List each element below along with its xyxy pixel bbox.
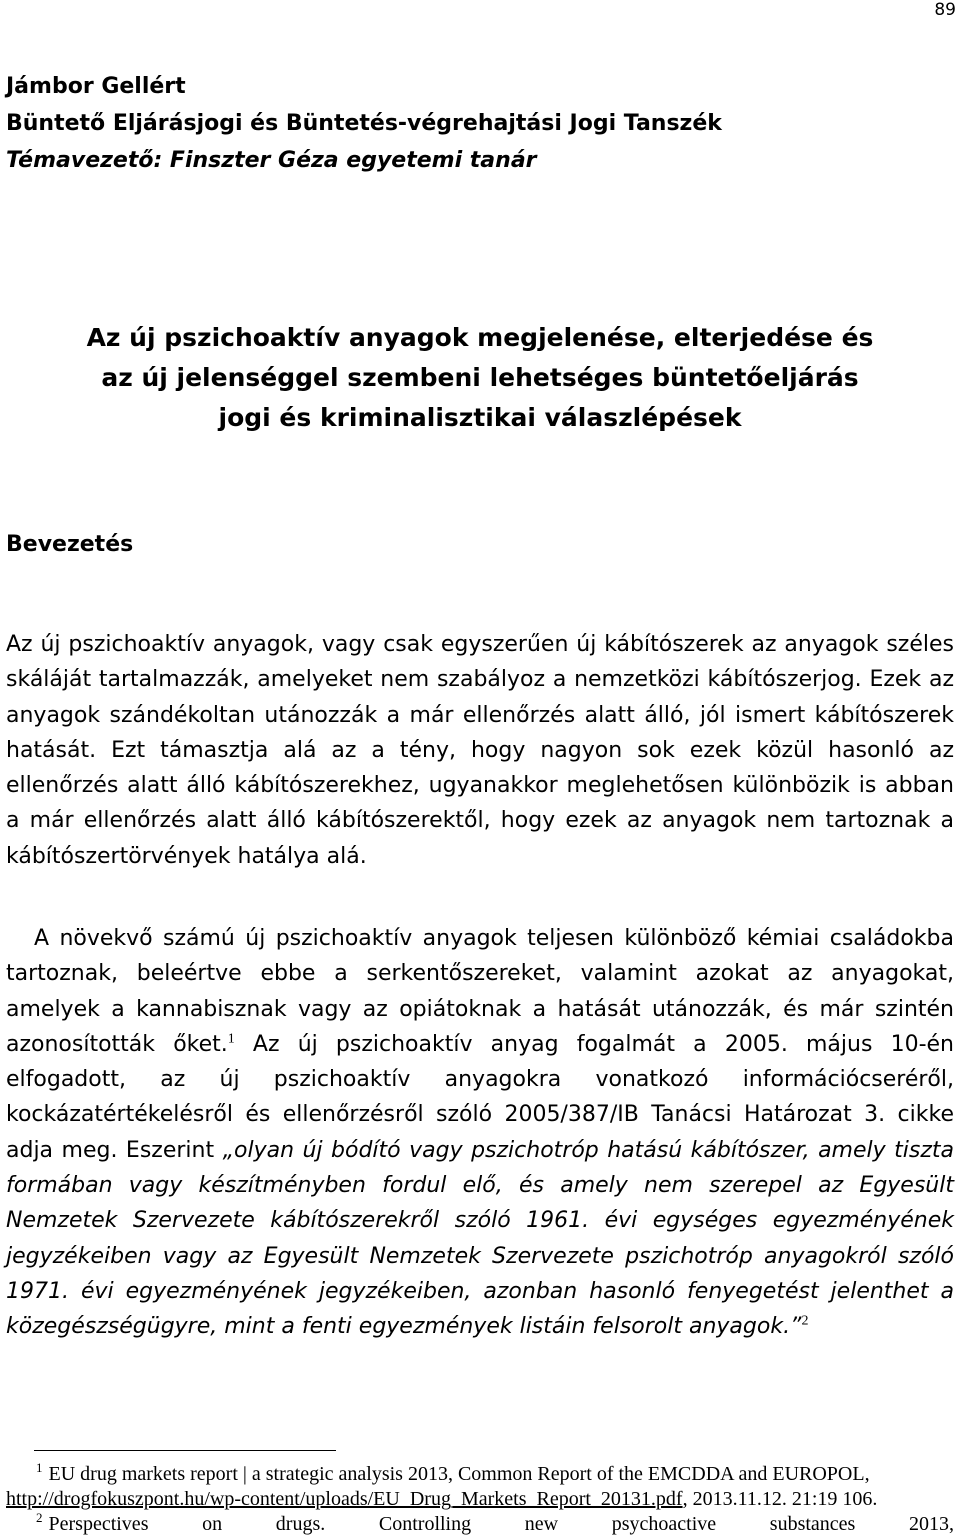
footnote-ref-1[interactable]: 1 — [227, 1031, 235, 1047]
page-number: 89 — [934, 0, 956, 20]
section-heading: Bevezetés — [6, 532, 134, 557]
footnote-2-text: Perspectives on drugs. Controlling new psychoactive substances 2013, — [48, 1513, 954, 1535]
title-line-2: az új jelenséggel szembeni lehetséges büntetőeljárás — [101, 363, 859, 392]
paragraph-2-part-1: A növekvő számú új pszichoaktív anyagok teljesen különböző kémiai családokba tartoznak, beleértve ebbe a serkentőszereket, valamint azokat az anyagokat, amelyek a kannabisznak vagy az opiátoknak a hatását utánozzák, és már szintén azonosították őket. — [6, 926, 954, 1057]
footnote-1-date: , 2013.11.12. 21:19 106. — [682, 1488, 878, 1510]
footnote-ref-2[interactable]: 2 — [801, 1313, 809, 1329]
title-line-1: Az új pszichoaktív anyagok megjelenése, elterjedése és — [86, 323, 874, 352]
paragraph-2-part-2: Az új pszichoaktív anyag fogalmát a 2005. május 10-én elfogadott, az új pszichoaktív anyagokra vonatkozó információcseréről, kockázatértékelésről és ellenőrzésről szóló 2005/387/IB Tanácsi Határozat 3. cikke adja meg. Eszerint — [6, 1031, 954, 1163]
author-name: Jámbor Gellért — [6, 74, 186, 99]
intro-paragraph-2 — [6, 921, 954, 1345]
definition-quote: „olyan új bódító vagy pszichotróp hatású kábítószer, amely tiszta formában vagy készítményben fordul elő, és amely nem szerepel az Egyesült Nemzetek Szervezete kábítószerekről szóló 1961. évi egységes egyezményének jegyzékeiben vagy az Egyesült Nemzetek Szervezete pszichotróp anyagokról szóló 1971. évi egyezményének jegyzékeiben, azonban hasonló fenyegetést jelenthet a közegészségügyre, mint a fenti egyezmények listáin felsorolt anyagok.” — [6, 1137, 954, 1340]
paper-title — [0, 318, 960, 438]
title-line-3: jogi és kriminalisztikai válaszlépések — [218, 403, 742, 432]
footnotes — [6, 1462, 954, 1537]
department-name: Büntető Eljárásjogi és Büntetés-végrehajtási Jogi Tanszék — [6, 111, 722, 136]
footnote-separator — [34, 1450, 336, 1451]
footnote-1-text: EU drug markets report | a strategic analysis 2013, Common Report of the EMCDDA and EUROPOL, — [48, 1463, 870, 1485]
footnote-2 — [6, 1512, 954, 1537]
supervisor-line: Témavezető: Finszter Géza egyetemi tanár — [6, 148, 537, 173]
document-header — [6, 68, 722, 179]
footnote-1-number: 1 — [36, 1460, 43, 1476]
intro-paragraph-1: Az új pszichoaktív anyagok, vagy csak egyszerűen új kábítószerek az anyagok széles skáláját tartalmazzák, amelyeket nem szabályoz a nemzetközi kábítószerjog. Ezek az anyagok szándékoltan utánozzák a már ellenőrzés alatt álló, jól ismert kábítószerek hatását. Ezt támasztja alá az a tény, hogy nagyon sok ezek közül hasonló az ellenőrzés alatt álló kábítószerekhez, ugyanakkor meglehetősen különbözik is abban a már ellenőrzés alatt álló kábítószerektől, hogy ezek az anyagok nem tartoznak a kábítószertörvények hatálya alá. — [6, 632, 954, 869]
footnote-2-number: 2 — [36, 1510, 43, 1526]
footnote-1 — [6, 1462, 954, 1512]
footnote-1-link[interactable]: http://drogfokuszpont.hu/wp-content/uploads/EU_Drug_Markets_Report_20131.pdf — [6, 1488, 683, 1510]
